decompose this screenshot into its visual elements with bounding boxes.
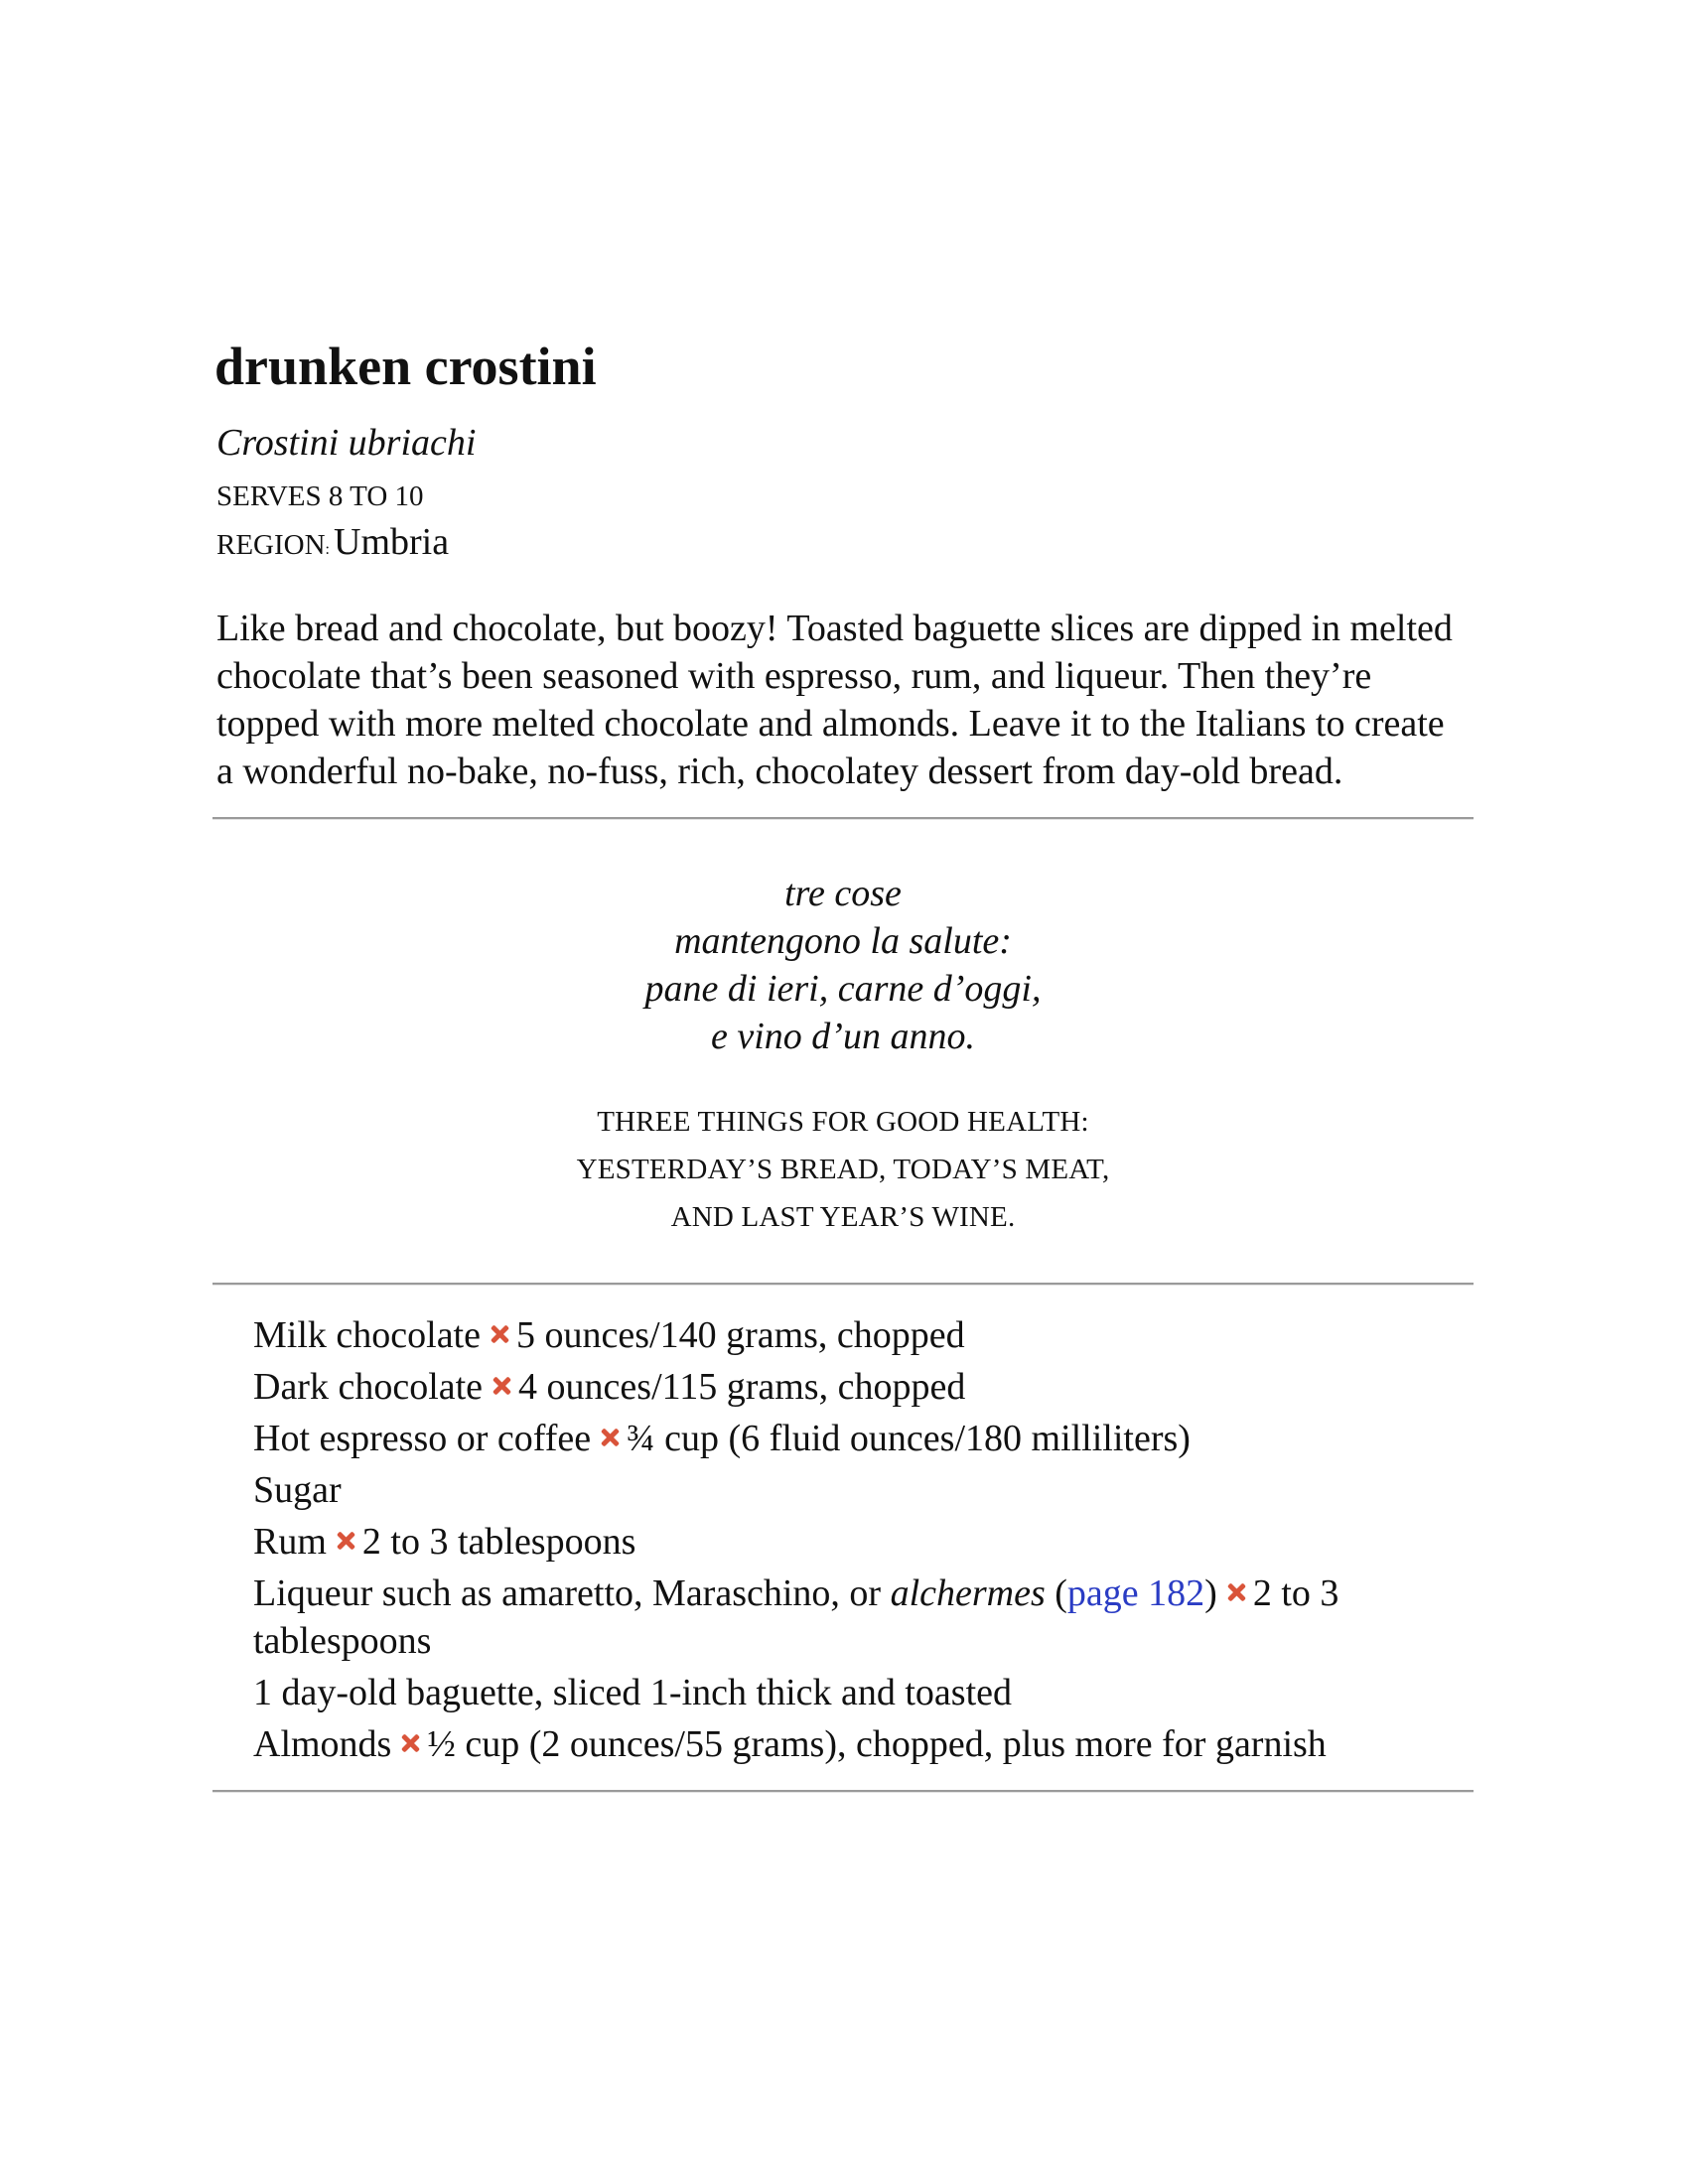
serves-info: SERVES 8 TO 10 (216, 480, 424, 513)
ingredient-item (253, 1720, 1475, 1768)
ingredient-item (253, 1466, 1475, 1514)
ingredient-list (212, 1311, 1475, 1768)
region-separator: : (325, 540, 334, 558)
paren-open: ( (1045, 1572, 1067, 1615)
proverb-italian-line: e vino d’un anno. (711, 1016, 975, 1058)
proverb-italian (212, 870, 1474, 1060)
ingredient-amount: ½ cup (2 ounces/55 grams), chopped, plus more for garnish (427, 1723, 1327, 1766)
proverb-english-line: YESTERDAY’S BREAD, TODAY’S MEAT, (576, 1154, 1110, 1186)
ingredient-amount: 4 ounces/115 grams, chopped (518, 1366, 966, 1409)
cross-bullet-icon (491, 1375, 512, 1397)
ingredient-name: Rum (253, 1521, 327, 1564)
proverb-italian-line: tre cose (784, 873, 902, 915)
region-info (216, 520, 1474, 566)
region-label: REGION (216, 528, 326, 561)
proverb-english-line: AND LAST YEAR’S WINE. (670, 1201, 1016, 1234)
ingredient-item (253, 1363, 1475, 1411)
ingredient-item (253, 1311, 1475, 1359)
page-reference-link[interactable]: page 182 (1066, 1572, 1205, 1615)
divider-middle (212, 1283, 1474, 1286)
proverb-english-line: THREE THINGS FOR GOOD HEALTH: (597, 1106, 1089, 1139)
divider-bottom (212, 1790, 1474, 1793)
ingredient-item (253, 1669, 1475, 1716)
ingredient-name: Milk chocolate (253, 1314, 481, 1357)
proverb-block (212, 870, 1474, 1241)
ingredient-item (253, 1570, 1475, 1665)
proverb-english (212, 1098, 1474, 1241)
ingredient-name: Dark chocolate (253, 1366, 484, 1409)
proverb-italian-line: pane di ieri, carne d’oggi, (644, 968, 1042, 1011)
ingredient-name: Liqueur such as amaretto, Maraschino, or (253, 1572, 891, 1615)
ingredient-item (253, 1415, 1475, 1462)
proverb-italian-line: mantengono la salute: (674, 920, 1012, 963)
cross-bullet-icon (399, 1732, 421, 1754)
ingredient-amount: 5 ounces/140 grams, chopped (515, 1314, 965, 1357)
ingredient-name: Almonds (253, 1723, 392, 1766)
recipe-italian-name: Crostini ubriachi (216, 422, 477, 465)
recipe-page (212, 338, 1474, 1793)
ingredient-item (253, 1518, 1475, 1566)
ingredient-name-italic: alchermes (890, 1572, 1046, 1615)
paren-close: ) (1204, 1572, 1217, 1615)
cross-bullet-icon (599, 1427, 621, 1448)
ingredient-amount: ¾ cup (6 fluid ounces/180 milliliters) (627, 1418, 1191, 1460)
ingredient-amount: 2 to 3 tablespoons (253, 1572, 1339, 1663)
region-value: Umbria (334, 520, 450, 563)
cross-bullet-icon (489, 1323, 510, 1345)
ingredient-name: Sugar (253, 1469, 342, 1512)
divider-top (212, 817, 1474, 820)
recipe-intro: Like bread and chocolate, but boozy! Toasted baguette slices are dipped in melted chocolate that’s been seasoned with espresso, rum, and liqueur. Then they’re topped with more melted chocolate and almonds. Leave it to the Italians to create a wonderful no-bake, no-fuss, rich, chocolatey dessert from day-old bread. (216, 608, 1453, 793)
ingredient-name: Hot espresso or coffee (253, 1418, 592, 1460)
cross-bullet-icon (1225, 1581, 1247, 1603)
ingredient-amount: 2 to 3 tablespoons (361, 1521, 636, 1564)
ingredient-name: 1 day-old baguette, sliced 1-inch thick and toasted (253, 1672, 1012, 1714)
cross-bullet-icon (335, 1530, 356, 1552)
recipe-title: drunken crostini (214, 337, 597, 396)
